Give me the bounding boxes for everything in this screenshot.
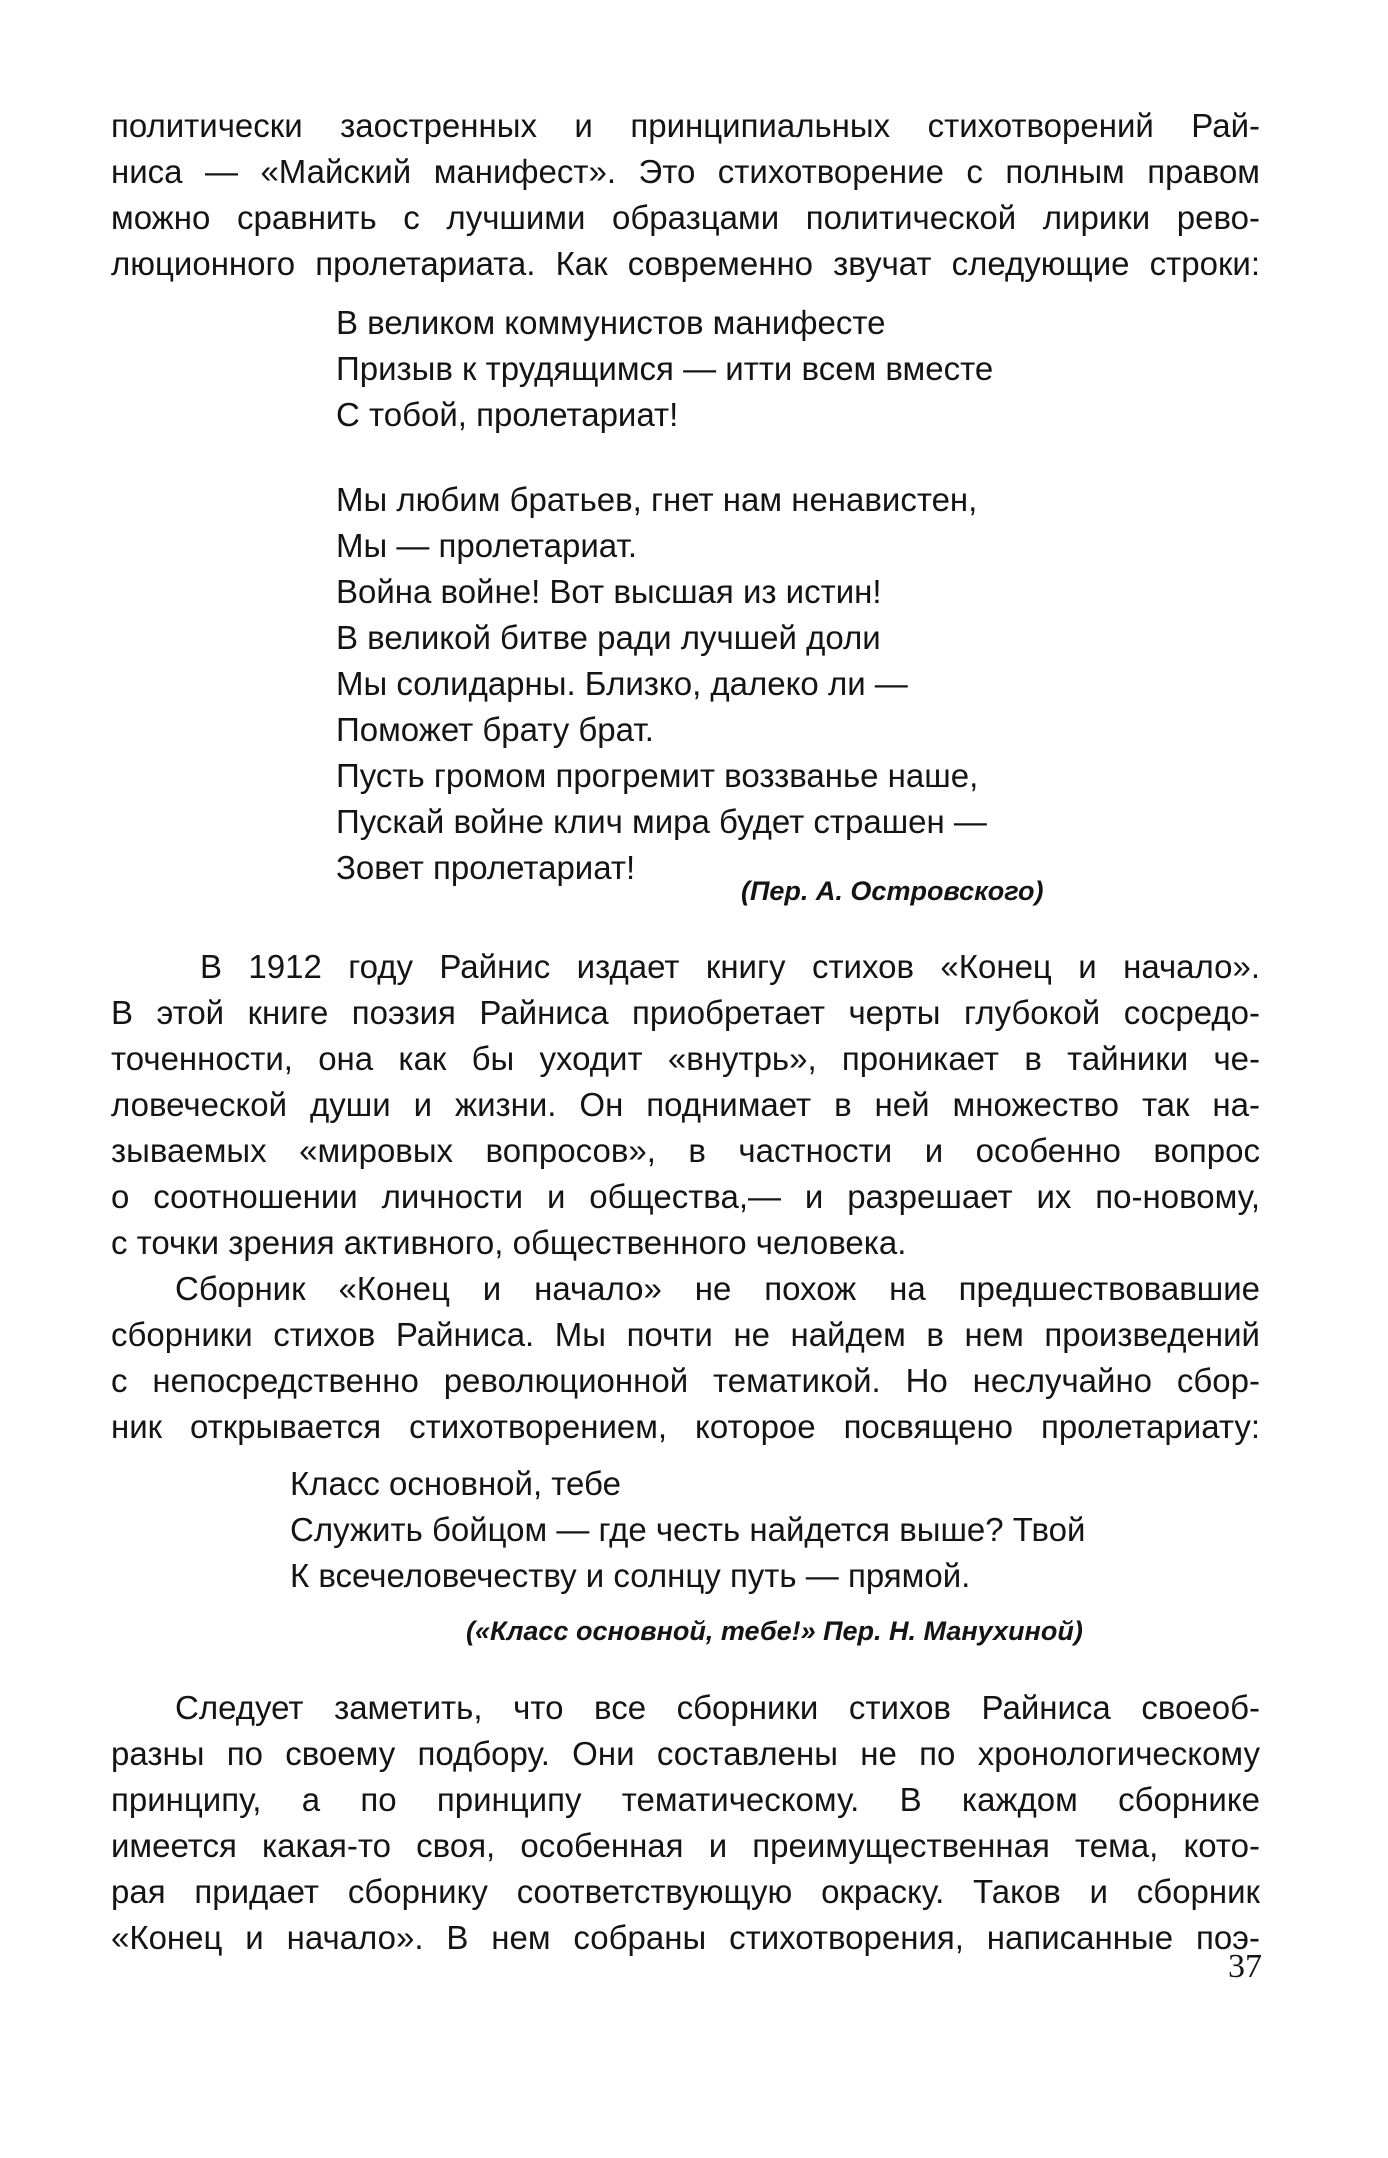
paragraph-line: разны по своему подбору. Они составлены не по хронологическому	[111, 1735, 1260, 1772]
poem-line: Зовет пролетариат!	[336, 849, 636, 886]
paragraph-line: можно сравнить с лучшими образцами политической лирики рево-	[111, 199, 1260, 236]
paragraph-line: принципу, а по принципу тематическому. В каждом сборнике	[111, 1781, 1260, 1818]
poem-line: Поможет брату брат.	[336, 711, 654, 748]
paragraph-line: ловеческой души и жизни. Он поднимает в ней множество так на-	[111, 1086, 1260, 1123]
paragraph-line: политически заостренных и принципиальных стихотворений Рай-	[111, 107, 1260, 144]
poem-line: С тобой, пролетариат!	[336, 396, 679, 433]
poem-line: Мы — пролетариат.	[336, 527, 638, 564]
paragraph-line: В этой книге поэзия Райниса приобретает черты глубокой сосредо-	[111, 994, 1260, 1031]
paragraph-line: с непосредственно революционной тематикой. Но неслучайно сбор-	[111, 1362, 1260, 1399]
translator-attribution: («Класс основной, тебе!» Пер. Н. Манухиной)	[466, 1616, 1083, 1646]
paragraph-line: Сборник «Конец и начало» не похож на предшествовавшие	[175, 1270, 1260, 1307]
paragraph-line: сборники стихов Райниса. Мы почти не найдем в нем произведений	[111, 1316, 1260, 1353]
paragraph-line: «Конец и начало». В нем собраны стихотворения, написанные поэ-	[111, 1919, 1260, 1956]
poem-line: Война войне! Вот высшая из истин!	[336, 573, 882, 610]
poem-line: К всечеловечеству и солнцу путь — прямой.	[290, 1557, 971, 1594]
translator-attribution: (Пер. А. Островского)	[741, 876, 1044, 906]
paragraph-line: ниса — «Майский манифест». Это стихотворение с полным правом	[111, 153, 1260, 190]
page-number: 37	[1228, 1948, 1262, 1985]
paragraph-line: зываемых «мировых вопросов», в частности и особенно вопрос	[111, 1132, 1260, 1169]
paragraph-line: люционного пролетариата. Как современно звучат следующие строки:	[111, 245, 1260, 282]
paragraph-line: точенности, она как бы уходит «внутрь», проникает в тайники че-	[111, 1040, 1260, 1077]
paragraph-line: Следует заметить, что все сборники стихов Райниса своеоб-	[175, 1689, 1260, 1726]
paragraph-line: В 1912 году Райнис издает книгу стихов «Конец и начало».	[200, 948, 1260, 985]
paragraph-line: о соотношении личности и общества,— и разрешает их по-новому,	[111, 1178, 1260, 1215]
paragraph-line: с точки зрения активного, общественного человека.	[111, 1224, 907, 1261]
poem-line: Служить бойцом — где честь найдется выше? Твой	[290, 1511, 1086, 1548]
paragraph-line: ник открывается стихотворением, которое посвящено пролетариату:	[111, 1408, 1260, 1445]
paragraph-line: рая придает сборнику соответствующую окраску. Таков и сборник	[111, 1873, 1260, 1910]
poem-line: Мы любим братьев, гнет нам ненавистен,	[336, 481, 978, 518]
poem-line: Пускай войне клич мира будет страшен —	[336, 803, 987, 840]
poem-line: Мы солидарны. Близко, далеко ли —	[336, 665, 908, 702]
poem-line: Класс основной, тебе	[290, 1465, 621, 1502]
poem-line: В великом коммунистов манифесте	[336, 304, 886, 341]
paragraph-line: имеется какая-то своя, особенная и преимущественная тема, кото-	[111, 1827, 1260, 1864]
poem-line: Пусть громом прогремит воззванье наше,	[336, 757, 979, 794]
poem-line: В великой битве ради лучшей доли	[336, 619, 881, 656]
poem-line: Призыв к трудящимся — итти всем вместе	[336, 350, 994, 387]
